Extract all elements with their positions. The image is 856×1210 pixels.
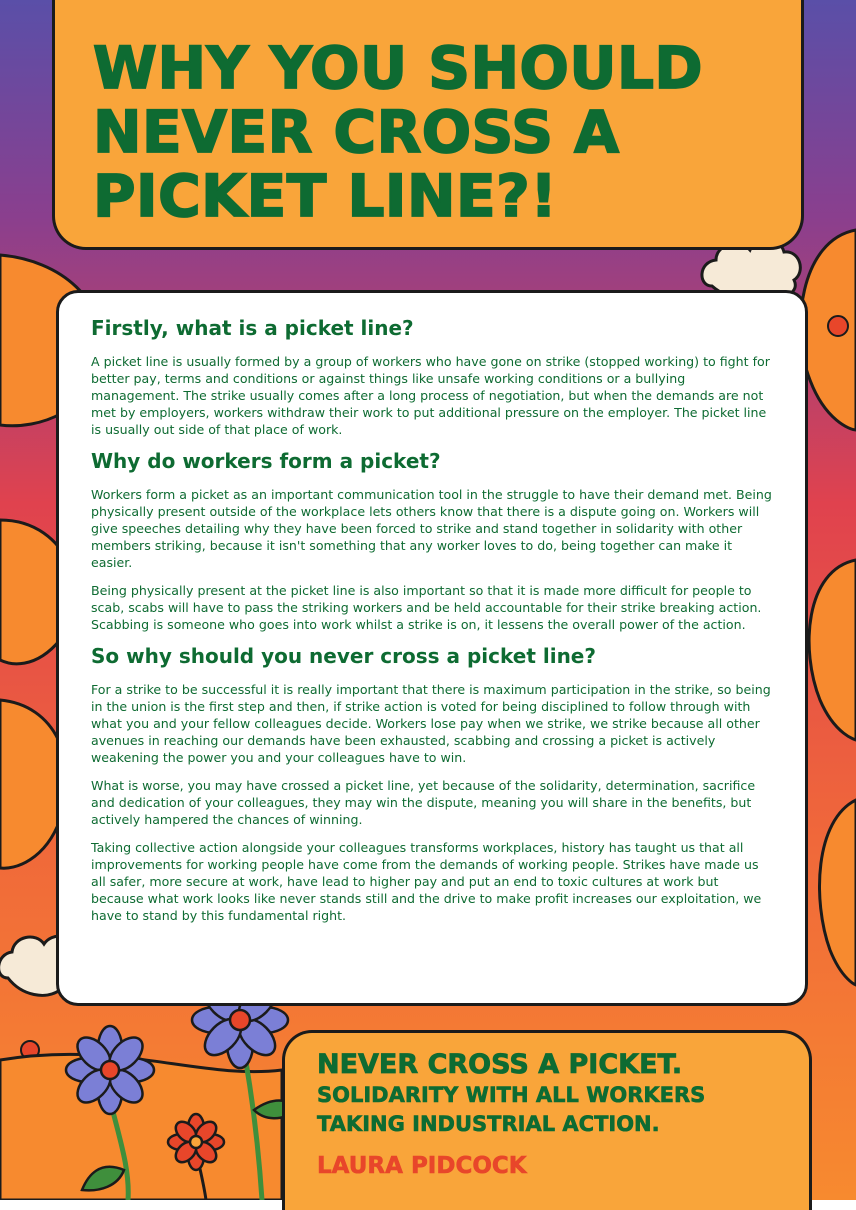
- section-paragraph: Being physically present at the picket line is also important so that it is made more difficult for people to scab, scabs will have to pass the striking workers and be held accountable for their strike breaking action. Scabbing is someone who goes into work whilst a strike is on, it lessens the overall power of the action.: [91, 583, 762, 632]
- slogan-line-3: TAKING INDUSTRIAL ACTION.: [317, 1112, 660, 1136]
- section-paragraph: What is worse, you may have crossed a picket line, yet because of the solidarity, determination, sacrifice and dedication of your colleagues, they may win the dispute, meaning you will share in the benefits, but actively hampered the chances of winning.: [91, 778, 756, 827]
- section-paragraph: Taking collective action alongside your colleagues transforms workplaces, history has taught us that all improvements for working people have come from the demands of working people. Strikes have made us all safer, more secure at work, have lead to higher pay and put an end to toxic cultures at work but because what work looks like never stands still and the drive to make profit increases our exploitation, we have to stand by this fundamental right.: [91, 840, 762, 923]
- page-title: WHY YOU SHOULD NEVER CROSS A PICKET LINE?!: [93, 34, 704, 230]
- section-paragraph: A picket line is usually formed by a group of workers who have gone on strike (stopped working) to fight for better pay, terms and conditions or against things like unsafe working conditions or a bullying management. The strike usually comes after a long process of negotiation, but when the demands are not met by employers, workers withdraw their work to put additional pressure on the employer. The picket line is usually out side of that place of work.: [91, 354, 770, 437]
- section-paragraph: For a strike to be successful it is really important that there is maximum participation in the strike, so being in the union is the first step and then, if strike action is voted for being disciplined to follow through with what you and your fellow colleagues decide. Workers lose pay when we strike, we strike because all other avenues in reaching our demands have been exhausted, scabbing and crossing a picket is actively weakening the power you and your colleagues have to win.: [91, 682, 771, 765]
- article-body: [56, 290, 808, 1006]
- section-heading: So why should you never cross a picket line?: [91, 644, 596, 668]
- dot-decoration: [828, 316, 848, 336]
- section-paragraph: Workers form a picket as an important communication tool in the struggle to have their demand met. Being physically present outside of the workplace lets others know that there is a dispute going on. Workers will give speeches detailing why they have been forced to strike and stand together in solidarity with other members striking, because it isn't something that any worker loves to do, being together can make it easier.: [91, 487, 772, 570]
- flower-icon: [66, 1026, 154, 1114]
- title-banner: [52, 0, 804, 250]
- footer-banner: [282, 1030, 812, 1210]
- section-heading: Firstly, what is a picket line?: [91, 316, 414, 340]
- author-name: LAURA PIDCOCK: [317, 1153, 527, 1179]
- slogan-main: NEVER CROSS A PICKET.: [317, 1049, 683, 1080]
- slogan-line-2: SOLIDARITY WITH ALL WORKERS: [317, 1083, 706, 1107]
- section-heading: Why do workers form a picket?: [91, 449, 441, 473]
